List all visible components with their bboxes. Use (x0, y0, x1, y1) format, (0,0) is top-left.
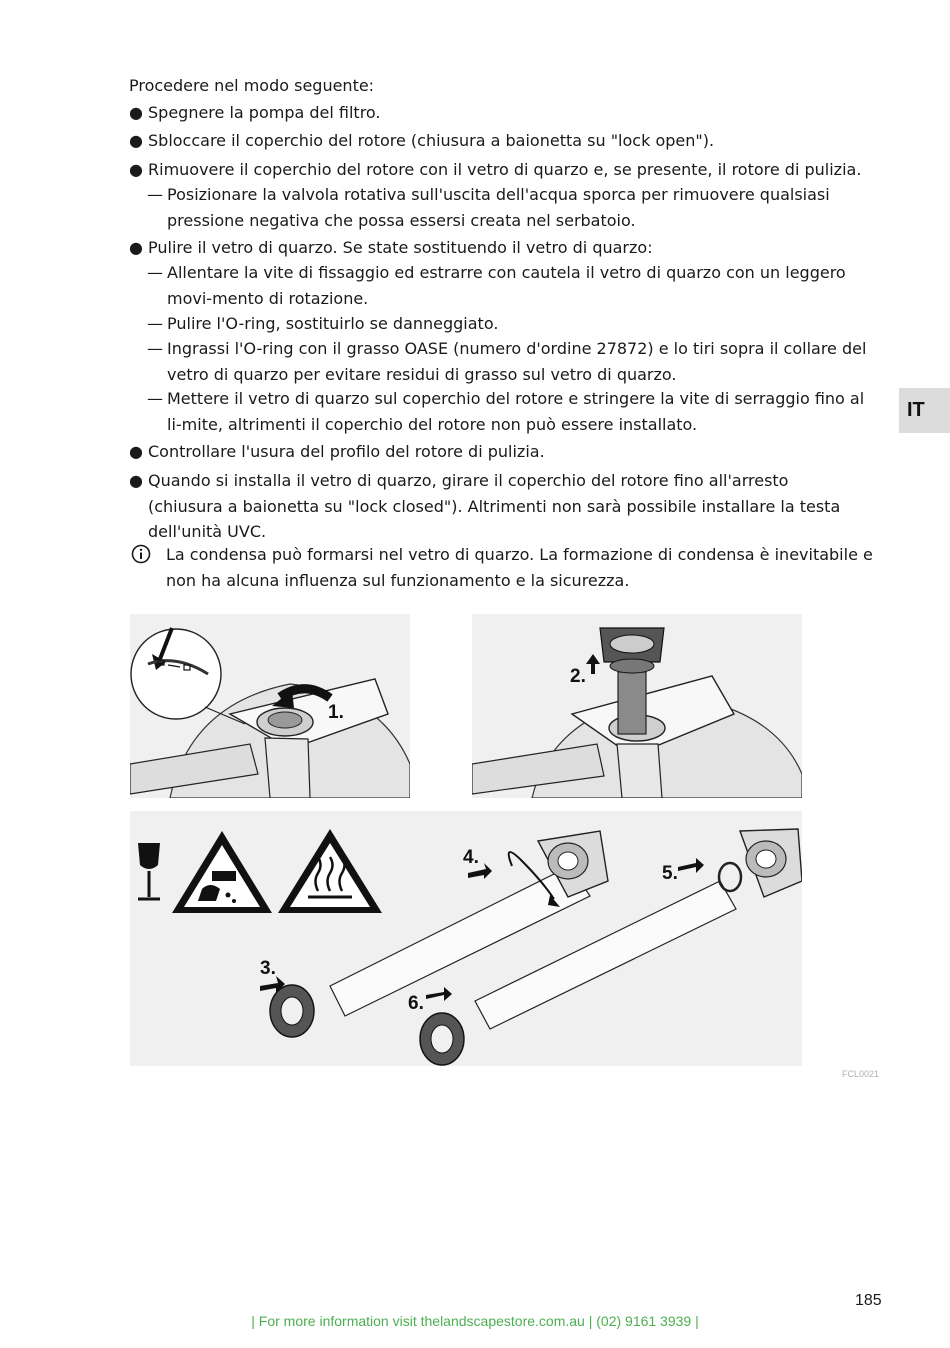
bullet-text: Sbloccare il coperchio del rotore (chiusura a baionetta su "lock open"). (148, 131, 715, 150)
info-icon (131, 544, 151, 564)
step-label-4: 4. (463, 847, 479, 868)
bullet-mark: ● (129, 471, 143, 490)
subitem-text: Mettere il vetro di quarzo sul coperchio del rotore e stringere la vite di serraggio fino al li-mite, altrimenti il coperchio del rotore non può essere installato. (167, 389, 865, 434)
bullet-text: Controllare l'usura del profilo del rotore di pulizia. (148, 442, 545, 461)
corrosive-warning-icon (172, 831, 272, 913)
subitem-b3 (147, 336, 882, 387)
bullet-text: Pulire il vetro di quarzo. Se state sostituendo il vetro di quarzo: (148, 238, 653, 257)
figure-remove-cover (472, 614, 802, 798)
dash-mark: — (147, 263, 163, 282)
step-label-5: 5. (662, 863, 678, 884)
bullet-5 (129, 439, 888, 465)
bullet-mark: ● (129, 238, 143, 257)
bullet-mark: ● (129, 160, 143, 179)
step-label-2: 2. (570, 666, 586, 687)
bullet-mark: ● (129, 103, 143, 122)
page-number: 185 (855, 1292, 882, 1309)
figure-quartz-glass (130, 811, 802, 1066)
subitem-b4 (147, 386, 867, 437)
note-text: La condensa può formarsi nel vetro di quarzo. La formazione di condensa è inevitabile e non ha alcuna influenza sul funzionamento e la sicurezza. (166, 545, 873, 590)
subitem-text: Pulire l'O-ring, sostituirlo se danneggiato. (167, 314, 499, 333)
bullet-mark: ● (129, 131, 143, 150)
footer-contact: | For more information visit thelandscapestore.com.au | (02) 9161 3939 | (251, 1313, 699, 1329)
subitem-a1 (147, 182, 887, 233)
bullet-mark: ● (129, 442, 143, 461)
bullet-6 (129, 468, 863, 545)
language-tab: IT (899, 388, 950, 433)
step-label-3: 3. (260, 958, 276, 979)
hot-surface-warning-icon (278, 829, 382, 913)
step-label-1: 1. (328, 702, 344, 723)
subitem-text: Allentare la vite di fissaggio ed estrarre con cautela il vetro di quarzo con un leggero movi-mento di rotazione. (167, 263, 846, 308)
step-label-6: 6. (408, 993, 424, 1014)
bullet-4 (129, 235, 888, 261)
dash-mark: — (147, 185, 163, 204)
bullet-3 (129, 157, 888, 183)
subitem-text: Posizionare la valvola rotativa sull'uscita dell'acqua sporca per rimuovere qualsiasi pressione negativa che possa essersi creata nel serbatoio. (167, 185, 830, 230)
bullet-2 (129, 128, 888, 154)
subitem-b1 (147, 260, 867, 311)
dash-mark: — (147, 339, 163, 358)
bullet-text: Quando si installa il vetro di quarzo, girare il coperchio del rotore fino all'arresto (chiusura a baionetta su "lock closed"). Altrimenti non sarà possibile installare la testa dell'unità UVC. (148, 471, 841, 541)
figure-code: FCL0021 (842, 1069, 880, 1079)
subitem-text: Ingrassi l'O-ring con il grasso OASE (numero d'ordine 27872) e lo tiri sopra il collare del vetro di quarzo per evitare residui di grasso sul vetro di quarzo. (167, 339, 867, 384)
figure-unlock-rotor (130, 614, 410, 798)
subitem-b2 (147, 311, 887, 337)
dash-mark: — (147, 314, 163, 333)
bullet-text: Rimuovere il coperchio del rotore con il vetro di quarzo e, se presente, il rotore di pulizia. (148, 160, 862, 179)
food-glass-icon (138, 843, 160, 899)
intro-text: Procedere nel modo seguente: (129, 76, 375, 95)
bullet-text: Spegnere la pompa del filtro. (148, 103, 381, 122)
bullet-1 (129, 100, 888, 126)
dash-mark: — (147, 389, 163, 408)
